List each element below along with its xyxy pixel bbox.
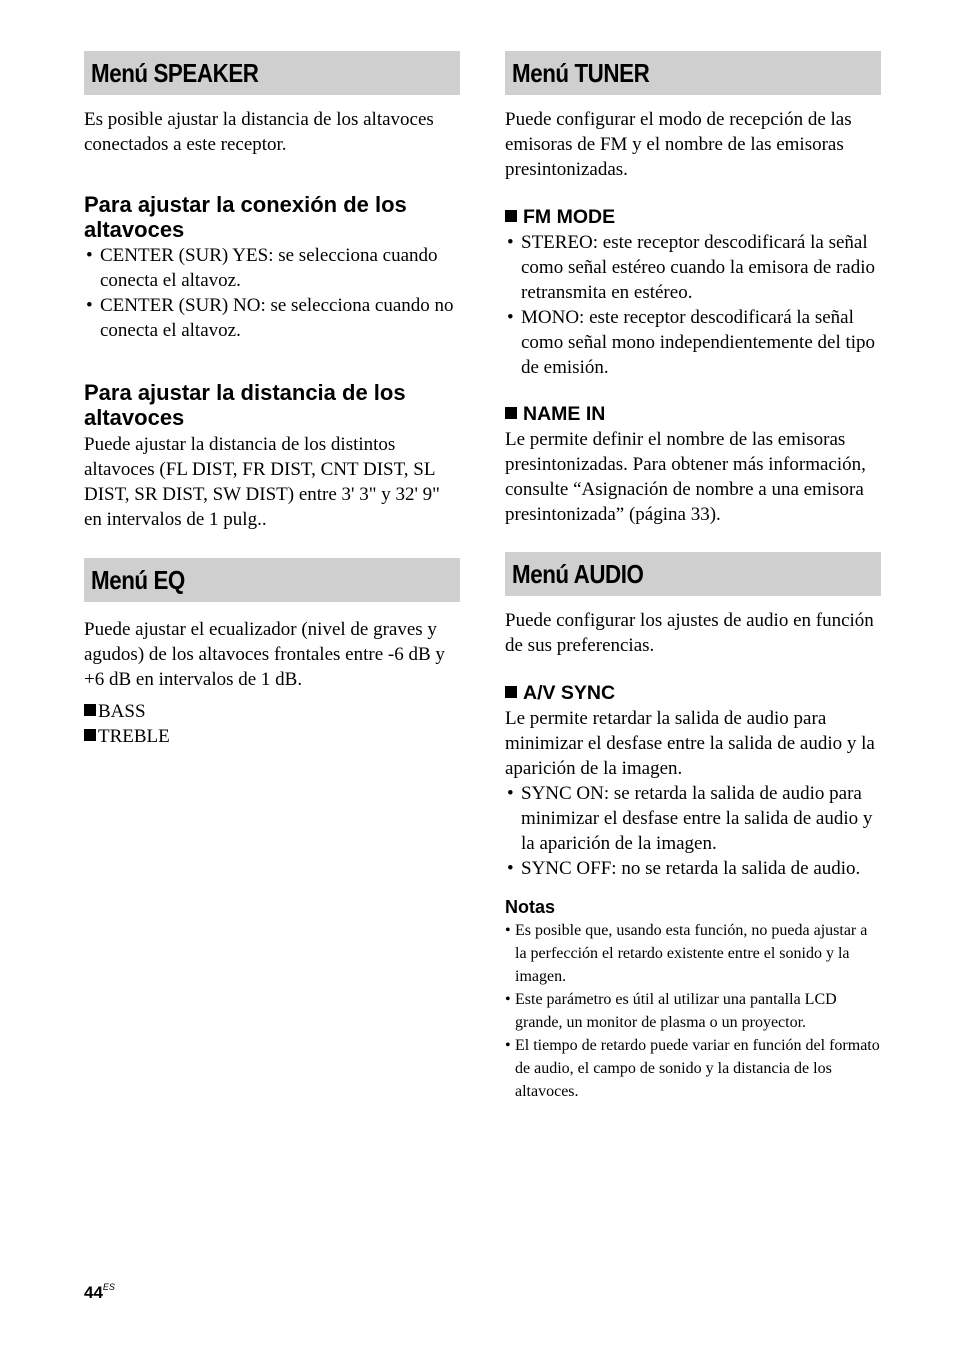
tuner-menu-banner	[505, 51, 881, 95]
audio-intro: Puede configurar los ajustes de audio en función de sus preferencias.	[505, 610, 874, 656]
list-item: • Este parámetro es útil al utilizar una pantalla LCD grande, un monitor de plasma o un proyector.	[505, 988, 881, 1034]
speaker-intro: Es posible ajustar la distancia de los altavoces conectados a este receptor.	[84, 109, 434, 155]
notes-title: Notas	[505, 897, 556, 917]
audio-menu-banner	[505, 552, 881, 596]
square-bullet-icon	[84, 729, 96, 741]
eq-intro: Puede ajustar el ecualizador (nivel de graves y agudos) de los altavoces frontales entre -6 dB y +6 dB en intervalos de 1 dB.	[84, 619, 445, 690]
notes-list	[505, 919, 881, 1103]
speaker-distance-heading: Para ajustar la distancia de los altavoces	[84, 380, 406, 430]
name-in-text: Le permite definir el nombre de las emisoras presintonizadas. Para obtener más información, consulte “Asignación de nombre a una emisora presintonizada” (página 33).	[505, 429, 866, 525]
list-item: • STEREO: este receptor descodificará la señal como señal estéreo cuando la emisora de radio retransmita en estéreo.	[505, 230, 881, 305]
av-sync-list	[505, 781, 881, 881]
eq-item-label: TREBLE	[98, 726, 170, 747]
list-item	[84, 724, 460, 749]
list-item: • SYNC ON: se retarda la salida de audio para minimizar el desfase entre la salida de audio y la aparición de la imagen.	[505, 781, 881, 856]
list-item: • SYNC OFF: no se retarda la salida de audio.	[505, 856, 881, 881]
tuner-intro: Puede configurar el modo de recepción de las emisoras de FM y el nombre de las emisoras presintonizadas.	[505, 109, 852, 180]
eq-item-label: BASS	[98, 701, 146, 722]
eq-menu-title: Menú EQ	[91, 564, 185, 595]
speaker-connection-list	[84, 243, 460, 343]
list-item	[84, 699, 460, 724]
av-sync-heading: A/V SYNC	[505, 681, 881, 706]
square-bullet-icon	[505, 210, 517, 222]
right-column	[505, 51, 881, 1103]
speaker-menu-title: Menú SPEAKER	[91, 57, 259, 88]
square-bullet-icon	[505, 686, 517, 698]
av-sync-text: Le permite retardar la salida de audio para minimizar el desfase entre la salida de audio y la aparición de la imagen.	[505, 708, 875, 779]
fm-mode-heading: FM MODE	[505, 205, 881, 230]
speaker-distance-text: Puede ajustar la distancia de los distintos altavoces (FL DIST, FR DIST, CNT DIST, SL DIST, SR DIST, SW DIST) entre 3' 3" y 32' 9" en intervalos de 1 pulg..	[84, 434, 440, 530]
square-bullet-icon	[505, 407, 517, 419]
speaker-connection-heading: Para ajustar la conexión de los altavoces	[84, 192, 407, 242]
list-item: • MONO: este receptor descodificará la señal como señal mono independientemente del tipo de emisión.	[505, 305, 881, 380]
square-bullet-icon	[84, 704, 96, 716]
name-in-heading: NAME IN	[505, 402, 881, 427]
left-column	[84, 51, 460, 749]
page-language-suffix: ES	[102, 1282, 115, 1292]
tuner-menu-title: Menú TUNER	[512, 57, 650, 88]
page-number: $44^{ES}$	[84, 1282, 115, 1302]
list-item: • Es posible que, usando esta función, no pueda ajustar a la perfección el retardo existente entre el sonido y la imagen.	[505, 919, 881, 988]
eq-items	[84, 699, 460, 749]
list-item: • CENTER (SUR) YES: se selecciona cuando conecta el altavoz.	[84, 243, 460, 293]
speaker-menu-banner	[84, 51, 460, 95]
eq-menu-banner	[84, 558, 460, 602]
fm-mode-list	[505, 230, 881, 380]
list-item: • CENTER (SUR) NO: se selecciona cuando no conecta el altavoz.	[84, 293, 460, 343]
audio-menu-title: Menú AUDIO	[512, 558, 644, 589]
list-item: • El tiempo de retardo puede variar en función del formato de audio, el campo de sonido y la distancia de los altavoces.	[505, 1034, 881, 1103]
